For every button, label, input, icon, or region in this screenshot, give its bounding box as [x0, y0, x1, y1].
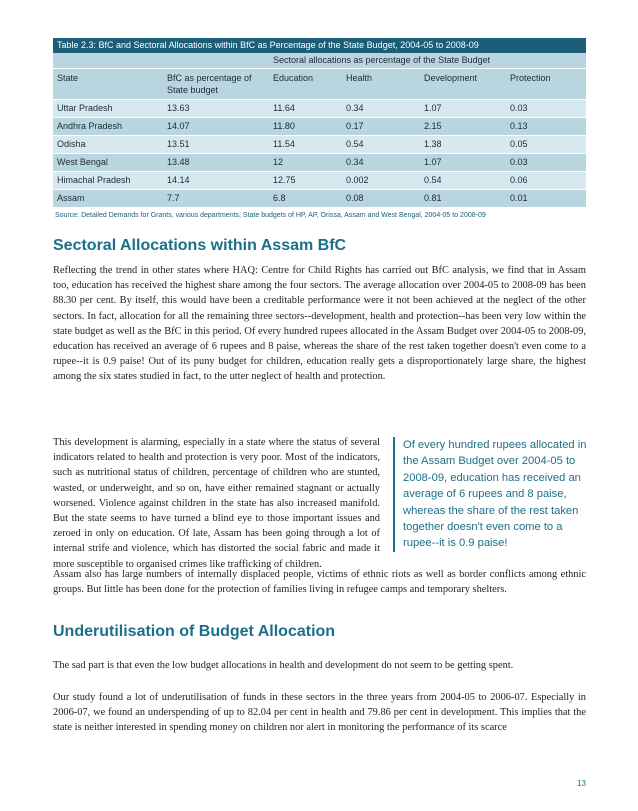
table-cell: West Bengal — [57, 157, 108, 167]
table-cell: 2.15 — [424, 121, 442, 131]
table-span-header: Sectoral allocations as percentage of the State Budget — [273, 55, 491, 65]
table-cell: Assam — [57, 193, 85, 203]
table-row — [53, 136, 586, 154]
table-row — [53, 154, 586, 172]
table-span-header-row — [53, 53, 586, 69]
table-row — [53, 190, 586, 208]
table-cell: 0.13 — [510, 121, 528, 131]
table-header-row — [53, 69, 586, 100]
table-header-cell: Protection — [510, 73, 551, 83]
table-cell: 13.51 — [167, 139, 190, 149]
table-row — [53, 100, 586, 118]
table-row — [53, 172, 586, 190]
table-cell: 0.08 — [346, 193, 364, 203]
table-cell: Himachal Pradesh — [57, 175, 131, 185]
table-cell: 0.01 — [510, 193, 528, 203]
table-cell: 0.34 — [346, 157, 364, 167]
table-cell: Uttar Pradesh — [57, 103, 113, 113]
table-cell: 0.03 — [510, 157, 528, 167]
table-cell: 11.64 — [273, 103, 295, 113]
paragraph: Our study found a lot of underutilisation of funds in these sectors in the three years from 2004-05 to 2006-07. Especially in 2006-07, we found an underspending of up to 82.04 per cent in health and 79.86 per cent in development. This implies that the state is neither interested in spending money on children nor alert in monitoring the performance of its scarce — [53, 692, 586, 734]
allocation-table — [53, 38, 586, 219]
paragraph: This development is alarming, especially in a state where the status of several indicators related to health and protection is very poor. Most of the indicators, such as nutritional status of children, percentage of children who are stunted, wasted, or underweight, and so on, have either remained stagnant or actually worsened. Violence against children in the state has also increased manifold. But the state seems to have turned a blind eye to those important issues and zeroed in only on education. Of late, Assam has been going through a lot of internal strife and violence, which has distorted the social fabric and made it more susceptible to organised crimes like trafficking of children. — [53, 437, 380, 570]
table-cell: 0.34 — [346, 103, 364, 113]
table-cell: 13.48 — [167, 157, 190, 167]
table-cell: 14.14 — [167, 175, 190, 185]
table-header-cell: BfC as percentage of State budget — [167, 73, 252, 95]
table-header-cell: Health — [346, 73, 373, 83]
paragraph: The sad part is that even the low budget allocations in health and development do not seem to be getting spent. — [53, 660, 514, 671]
table-header-cell: Education — [273, 73, 314, 83]
table-cell: 6.8 — [273, 193, 286, 203]
table-cell: 0.002 — [346, 175, 369, 185]
table-cell: 0.54 — [424, 175, 442, 185]
table-cell: Andhra Pradesh — [57, 121, 123, 131]
table-cell: 1.07 — [424, 103, 442, 113]
table-cell: 1.07 — [424, 157, 442, 167]
paragraph: Assam also has large numbers of internally displaced people, victims of ethnic riots as well as border conflicts among ethnic groups. But little has been done for the protection of families living in refugee camps and temporary shelters. — [53, 569, 586, 596]
table-header-cell: State — [57, 73, 79, 83]
table-cell: 0.81 — [424, 193, 442, 203]
table-cell: 7.7 — [167, 193, 180, 203]
table-cell: 0.54 — [346, 139, 364, 149]
table-cell: 0.03 — [510, 103, 528, 113]
table-source-note: Source: Detailed Demands for Grants, various departments, State budgets of HP, AP, Orissa, Assam and West Bengal, 2004-05 to 2008-09 — [55, 212, 486, 219]
section-heading-underutilisation: Underutilisation of Budget Allocation — [53, 623, 336, 640]
table-cell: 14.07 — [167, 121, 190, 131]
paragraph: Reflecting the trend in other states where HAQ: Centre for Child Rights has carried out BfC analysis, we find that in Assam too, education has received the highest share among the four sectors. The average allocation over 2004-05 to 2008-09 has been 88.30 per cent. By itself, this would have been a creditable performance were it not been achieved at the neglect of the other sectors. In fact, allocation for all the remaining three sectors--development, health and protection--has been very low within the state budget as well as the BfC in this period. Of every hundred rupees allocated in the Assam Budget over 2004-05 to 2008-09, education has received an average of 6 rupees and 8 paise, whereas the share of the rest taken together doesn't even come to a rupee--it is 0.9 paise! Out of its puny budget for children, education really gets a disproportionately large share, the highest among the six states studied in fact, to the utter neglect of health and protection. — [53, 265, 586, 383]
table-cell: 13.63 — [167, 103, 190, 113]
pull-quote: Of every hundred rupees allocated in the Assam Budget over 2004-05 to 2008-09, education has received an average of 6 rupees and 8 paise, whereas the share of the rest taken together doesn't even come to a rupee--it is 0.9 paise! — [393, 437, 589, 552]
table-cell: 0.05 — [510, 139, 528, 149]
table-caption: Table 2.3: BfC and Sectoral Allocations within BfC as Percentage of the State Budget, 2004-05 to 2008-09 — [53, 38, 586, 53]
table-cell: 0.06 — [510, 175, 528, 185]
table-row — [53, 118, 586, 136]
table-cell: 11.54 — [273, 139, 295, 149]
section-heading-sectoral: Sectoral Allocations within Assam BfC — [53, 237, 347, 254]
page-number: 13 — [577, 779, 586, 788]
table-header-cell: Development — [424, 73, 478, 83]
table-cell: 12.75 — [273, 175, 296, 185]
table-cell: 11.80 — [273, 121, 295, 131]
table-cell: 1.38 — [424, 139, 442, 149]
table-cell: 12 — [273, 157, 284, 167]
table-cell: Odisha — [57, 139, 86, 149]
table-cell: 0.17 — [346, 121, 364, 131]
